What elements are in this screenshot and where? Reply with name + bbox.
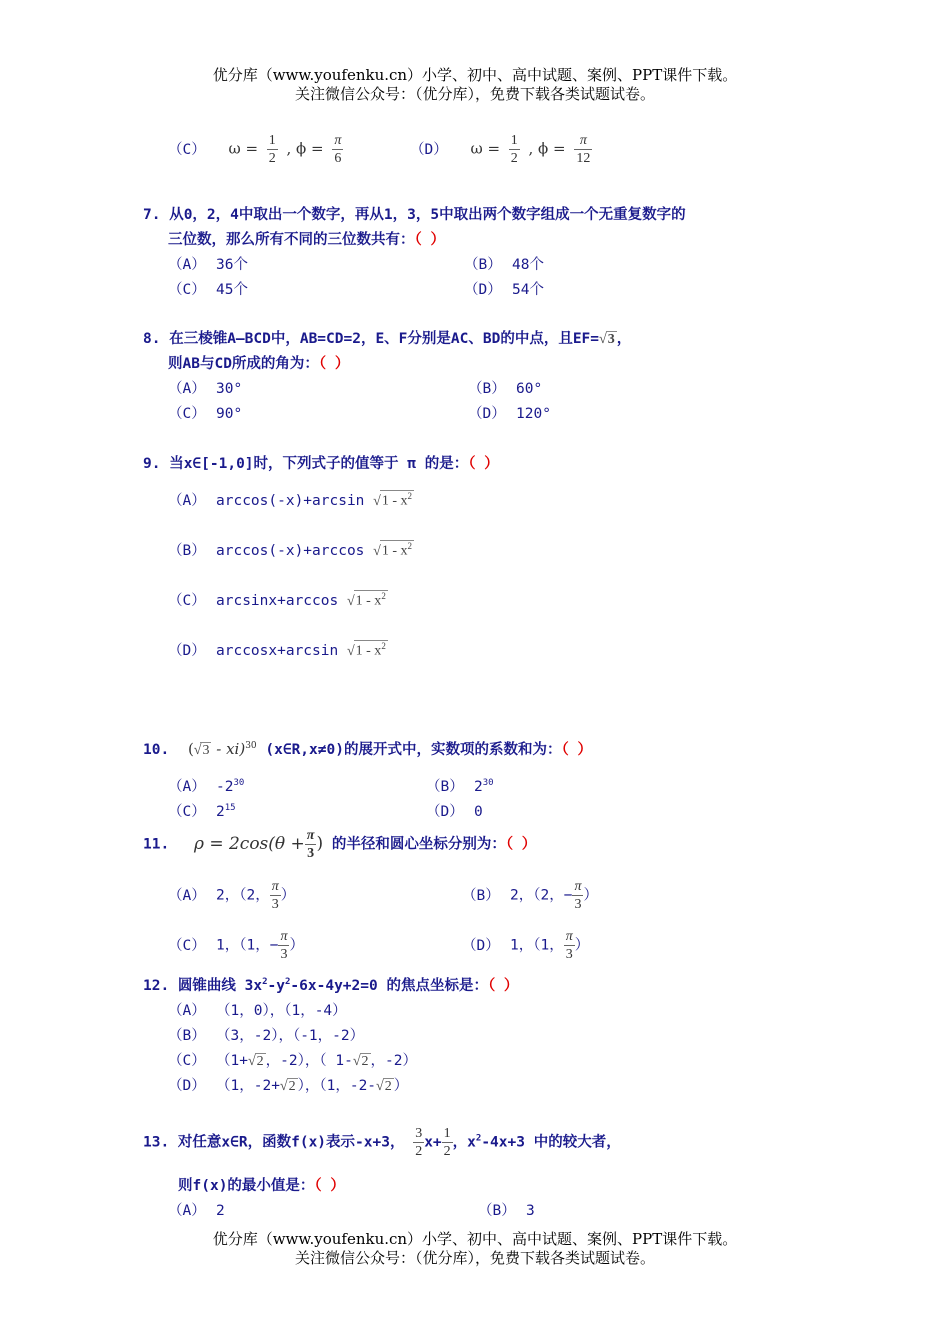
q11-expression: ρ = 2cos(θ + [193,833,305,854]
q10-expression: (√3 - xi)$^{30}$ [187,740,257,758]
q13-answer-blank: （ ） [314,1178,345,1194]
q6-option-d-omega: ω = [470,139,501,158]
q7-option-a: （A） 36个 [168,257,248,273]
header-line-1: 优分库（www.youfenku.cn）小学、初中、高中试题、案例、PPT课件下载。 [212,66,738,84]
q10-stem: 10. (√3 - xi)$^{30}$ (x∈R,x≠0)的展开式中，实数项的系数和为：（ ） [143,740,592,758]
q9-option-a: （A） arccos(-x)+arcsin $√1 - x^2$ [168,491,412,509]
q11-option-a: （A） 2，（2， $\frac{\pi}{3}$ ） [168,879,296,912]
q8-option-b: （B） 60° [468,381,543,397]
q12-option-b: （B） （3，-2），（-1，-2） [168,1028,365,1044]
footer-line-1: 优分库（www.youfenku.cn）小学、初中、高中试题、案例、PPT课件下载。 [212,1230,738,1248]
q13-line-1: 13. 对任意x∈R，函数f(x)表示-x+3， $\frac{3}{2}$ x+ $\frac{1}{2}$ ，$x^2-4x+3$ 中的较大者， [143,1126,621,1159]
q8-line-2: 则AB与CD所成的角为：（ ） [168,356,350,372]
q8-answer-blank: （ ） [318,356,350,372]
q6-option-c-omega: ω = [228,139,259,158]
q8-sqrt: √3 [599,332,615,347]
q8-option-d: （D） 120° [468,406,551,422]
q9-option-c: （C） arcsinx+arccos $√1 - x^2$ [168,591,386,609]
q10-option-d: （D） 0 [426,804,483,820]
q9-answer-blank: （ ） [468,456,499,472]
q12-option-d: （D） （1，-2+√2 ），（1，-2-√2 ） [168,1078,409,1094]
q6-option-c-frac: $\frac{1}{2}$ [268,133,276,166]
q7-line-1: 7. 从0，2，4中取出一个数字，再从1，3，5中取出两个数字组成一个无重复数字的 [143,207,686,223]
q8-option-c: （C） 90° [168,406,243,422]
q8-line-1: 8. 在三棱锥A—BCD中，AB=CD=2，E、F分别是AC、BD的中点，且EF=√3 ， [143,331,632,347]
q6-option-d-label: （D） [410,141,448,158]
q13-frac-1: $\frac{3}{2}$ [415,1126,423,1159]
q13-frac-2: $\frac{1}{2}$ [443,1126,451,1159]
q11-frac: $\frac{\pi}{3}$ [306,828,315,861]
q7-answer-blank: （ ） [414,232,445,248]
q9-option-d: （D） arccosx+arcsin $√1 - x^2$ [168,641,386,659]
q11-answer-blank: （ ） [505,836,537,853]
q13-line-2: 则f(x)的最小值是：（ ） [178,1178,345,1194]
q11-option-c: （C） 1，（1，− $\frac{\pi}{3}$ ） [168,929,304,962]
q13-option-a: （A） 2 [168,1203,225,1219]
q12-stem: 12. 圆锥曲线 $3x^2-y^2-6x-4y+2=0$ 的焦点坐标是：（ ） [143,977,519,994]
q11-option-b: （B） 2，（2，− $\frac{\pi}{3}$ ） [462,879,598,912]
q13-option-b: （B） 3 [478,1203,535,1219]
q10-option-b: （B） $2^{30}$ [426,778,494,795]
q12-option-c: （C） （1+√2 ，-2），（ 1-√2 ，-2） [168,1053,417,1069]
q7-stem: 三位数，那么所有不同的三位数共有： [168,232,415,248]
q7-line-2 [168,228,445,249]
q10-option-a: （A） $-2^{30}$ [168,778,245,795]
q6-option-d-frac: $\frac{1}{2}$ [510,133,518,166]
q12-option-a: （A） （1，0），（1，-4） [168,1003,347,1019]
q6-option-c-phi: , ϕ = [286,139,324,158]
q10-answer-blank: （ ） [561,742,592,758]
q11-stem: 11. ρ = 2cos(θ + $\frac{\pi}{3}$ ) 的半径和圆心坐标分别为：（ ） [143,828,537,861]
q9-option-b: （B） arccos(-x)+arccos $√1 - x^2$ [168,541,412,559]
q12-answer-blank: （ ） [487,978,519,994]
q6-option-d [410,132,592,167]
q11-option-d: （D） 1，（1， $\frac{\pi}{3}$ ） [462,929,590,962]
q6-option-c [168,132,343,167]
q10-option-c: （C） $2^{15}$ [168,803,236,820]
q6-option-d-pfrac: $\frac{\pi}{12}$ [576,133,591,166]
q9-stem: 9. 当x∈[-1,0]时，下列式子的值等于 π 的是：（ ） [143,456,499,472]
header-line-2: 关注微信公众号：（优分库），免费下载各类试题试卷。 [294,85,655,103]
q6-option-c-pfrac: $\frac{\pi}{6}$ [334,133,342,166]
q7-option-c: （C） 45个 [168,282,248,298]
q7-option-d: （D） 54个 [464,282,544,298]
q7-option-b: （B） 48个 [464,257,544,273]
q8-option-a: （A） 30° [168,381,243,397]
q6-option-d-phi: , ϕ = [528,139,566,158]
q6-option-c-label: （C） [168,141,206,158]
footer-line-2: 关注微信公众号：（优分库），免费下载各类试题试卷。 [294,1249,655,1267]
